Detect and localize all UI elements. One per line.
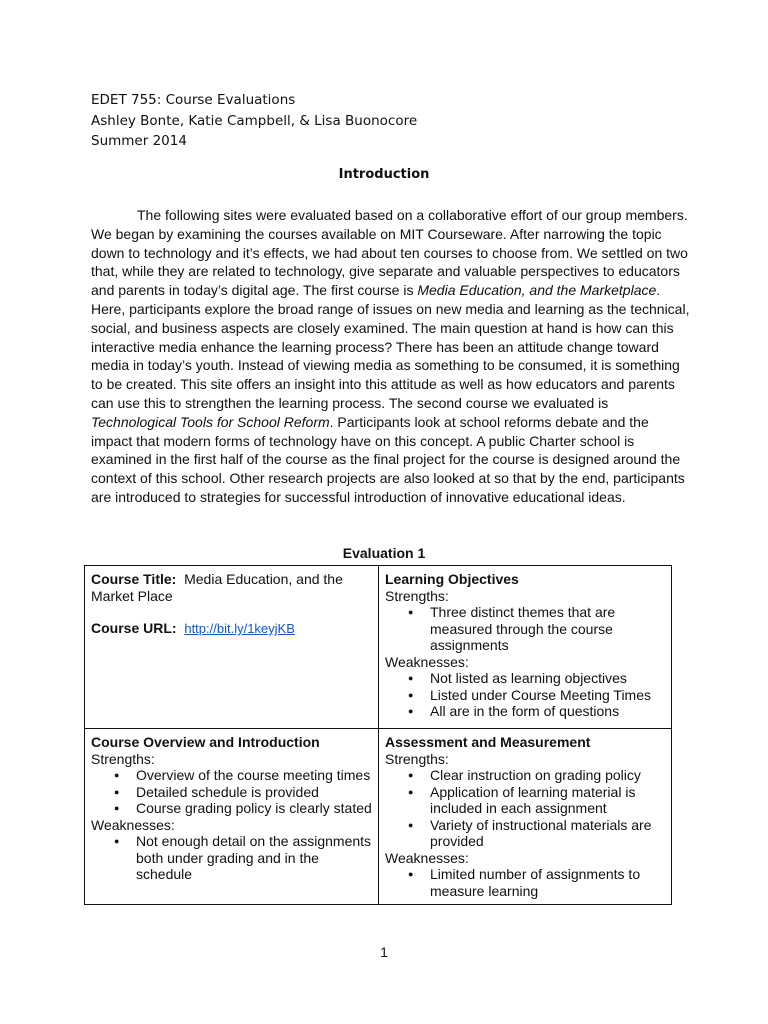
course-2-name: Technological Tools for School Reform	[91, 413, 330, 430]
weaknesses-label: Weaknesses:	[385, 653, 469, 670]
list-item: ● Variety of instructional materials are provided	[430, 817, 665, 850]
course-title-value: Media Education, and the Market Place	[91, 571, 343, 604]
authors: Ashley Bonte, Katie Campbell, & Lisa Buonocore	[91, 112, 418, 129]
list-item: ● Detailed schedule is provided	[136, 784, 372, 801]
weaknesses-label: Weaknesses:	[385, 849, 469, 866]
weaknesses-label: Weaknesses:	[91, 816, 175, 833]
introduction-paragraph	[91, 206, 691, 507]
course-url-label: Course URL:	[91, 620, 177, 636]
assessment-title: Assessment and Measurement	[385, 734, 591, 750]
evaluation-heading: Evaluation 1	[342, 545, 426, 561]
course-code-title: EDET 755: Course Evaluations	[91, 92, 296, 108]
page-number: 1	[380, 944, 388, 960]
list-item: ● Not enough detail on the assignments both under grading and in the schedule	[136, 833, 372, 883]
document-header	[91, 90, 417, 152]
learning-objectives-title: Learning Objectives	[385, 571, 519, 587]
list-item: ● Listed under Course Meeting Times	[430, 687, 665, 704]
learning-objectives-cell	[379, 566, 672, 729]
strengths-list	[91, 767, 372, 817]
list-item: ● Course grading policy is clearly stated	[136, 800, 372, 817]
list-item: ● All are in the form of questions	[430, 703, 665, 720]
list-item: ● Not listed as learning objectives	[430, 670, 665, 687]
strengths-list	[385, 604, 665, 654]
list-item: ● Three distinct themes that are measured through the course assignments	[430, 604, 665, 654]
list-item: ● Clear instruction on grading policy	[430, 767, 665, 784]
intro-text-3: . Participants look at school reforms debate and the impact that modern forms of technology have on this concept. A public Charter school is examined in the first half of the course as the final project for the course is designed around the context of this school. Other research projects are also looked at so that by the end, participants are introduced to strategies for successful introduction of innovative educational ideas.	[91, 413, 685, 505]
weaknesses-list	[385, 670, 665, 720]
course-1-name: Media Education, and the Marketplace	[417, 282, 657, 299]
intro-text-1: The following sites were evaluated based on a collaborative effort of our group members. We began by examining the courses available on MIT Courseware. After narrowing the topic down to technology and it’s effects, we had about ten courses to choose from. We settled on two that, while they are related to technology, give separate and valuable perspectives to educators and parents in today’s digital age. The first course is	[91, 207, 688, 299]
weaknesses-list	[385, 866, 665, 899]
introduction-heading: Introduction	[338, 167, 430, 182]
term: Summer 2014	[91, 133, 187, 149]
course-title	[91, 571, 372, 604]
strengths-label: Strengths:	[91, 750, 155, 767]
list-item: ● Overview of the course meeting times	[136, 767, 372, 784]
list-item: ● Limited number of assignments to measure learning	[430, 866, 665, 899]
overview-title: Course Overview and Introduction	[91, 734, 320, 750]
course-url-link[interactable]: http://bit.ly/1keyjKB	[184, 621, 295, 636]
course-url	[91, 620, 372, 638]
evaluation-table	[84, 565, 672, 905]
strengths-list	[385, 767, 665, 850]
course-title-label: Course Title:	[91, 571, 177, 587]
strengths-label: Strengths:	[385, 587, 449, 604]
strengths-label: Strengths:	[385, 750, 449, 767]
course-info-cell	[85, 566, 379, 729]
weaknesses-list	[91, 833, 372, 883]
list-item: ● Application of learning material is included in each assignment	[430, 784, 665, 817]
intro-text-2: . Here, participants explore the broad range of issues on new media and learning as the technical, social, and business aspects are closely examined. The main question at hand is how can this interactive media enhance the learning process? There has been an attitude change toward media in today’s youth. Instead of viewing media as something to be consumed, it is something to be created. This site offers an insight into this attitude as well as how educators and parents can use this to strengthen the learning process. The second course we evaluated is	[91, 282, 690, 411]
assessment-cell	[379, 729, 672, 905]
overview-cell	[85, 729, 379, 905]
